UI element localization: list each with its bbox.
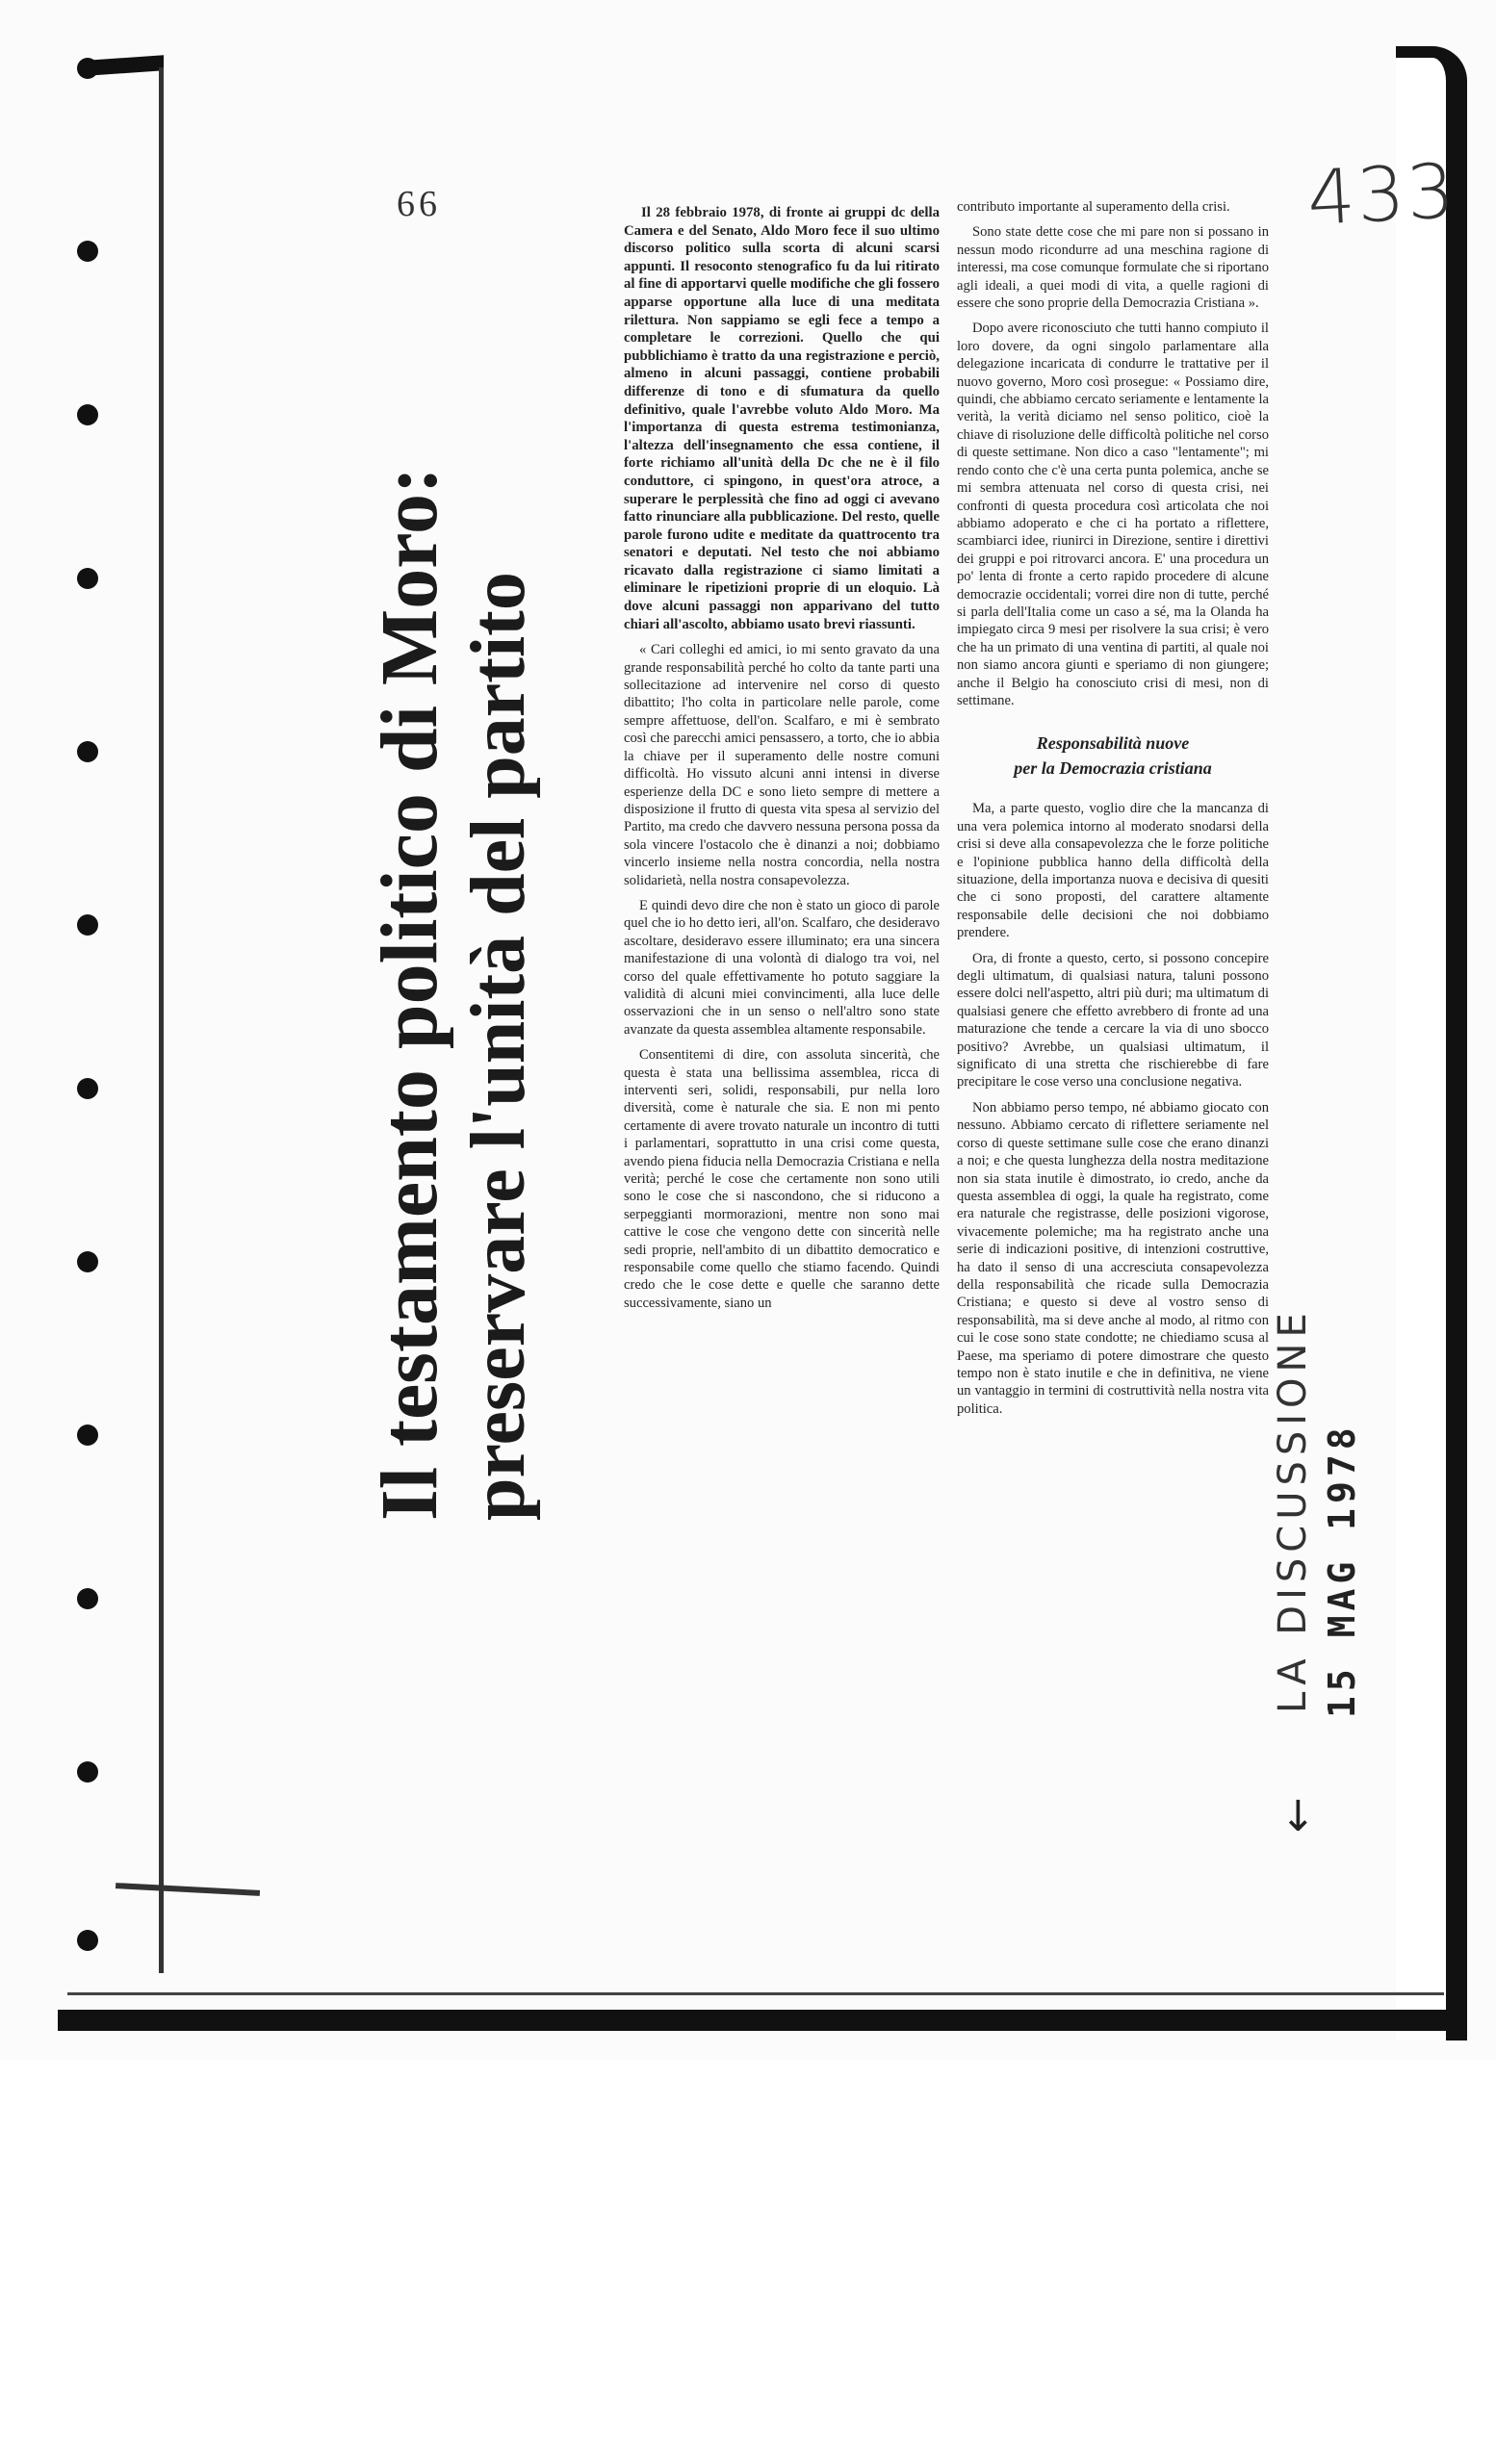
binder-hole [77,1930,98,1951]
date-stamp: 15 MAG 1978 [1321,1423,1363,1718]
arrow-icon: ↓ [1280,1792,1316,1841]
scan-smudge [116,1883,260,1896]
binder-hole [77,741,98,762]
body-paragraph: Consentitemi di dire, con assoluta sincerità, che questa è stata una bellissima assemblea, ricca di interventi seri, solidi, responsabili, pur nella loro diversità, come è naturale che sia. E non mi pento certamente di avere trovato naturale un incontro di tutti i parlamentari, soprattutto in una crisi come questa, avendo piena fiducia nella Democrazia Cristiana e nella verità; perché le cose che certamente non sono utili sono le cose che si nascondono, che si riducono a serpeggianti mormorazioni, mentre non sono mai cattive le cose che vengono dette con sincerità nelle sedi proprie, nell'ambito di un dibattito democratico e responsabile come quello che stiamo facendo. Quindi credo che le cose dette e quelle che saranno dette successivamente, siano un [624,1047,940,1311]
scan-bottom-bar [58,2010,1448,2031]
body-paragraph: Ma, a parte questo, voglio dire che la mancanza di una vera polemica intorno al moderato snodarsi della crisi si deve alla consapevolezza che le forze politiche e l'opinione pubblica hanno della difficoltà della situazione, della importanza nuova e decisiva di quesiti che ci sono proposti, del carattere altamente responsabile delle decisioni che noi dobbiamo prendere. [957,801,1269,941]
bottom-rule [67,1992,1444,1995]
source-stamp: LA DISCUSSIONE [1271,1307,1315,1713]
binder-hole [77,1078,98,1099]
page-number: 66 [397,184,441,224]
article-column-2 [957,198,1269,1425]
binder-hole [77,241,98,262]
binder-hole [77,1761,98,1783]
intro-paragraph: Il 28 febbraio 1978, di fronte ai gruppi dc della Camera e del Senato, Aldo Moro fece il suo ultimo discorso politico sulla scorta di alcuni scarsi appunti. Il resoconto stenografico fu da lui ritirato al fine di apportarvi quelle modifiche che gli fossero apparse opportune alla luce di una meditata rilettura. Non sappiamo se egli fece a tempo a completare le correzioni. Quello che qui pubblichiamo è tratto da una registrazione e perciò, almeno in alcuni passaggi, contiene probabili differenze di tono e di sfumatura da quello definitivo, quale l'avrebbe voluto Aldo Moro. Ma l'importanza di questa estrema testimonianza, l'altezza dell'insegnamento che essa contiene, il forte richiamo all'unità della Dc che ne è il filo conduttore, ci spingono, in quest'ora atroce, a superare le perplessità che fino ad oggi ci avevano fatto rinunciare alla pubblicazione. Del resto, quelle parole furono udite e meditate da quattrocento tra senatori e deputati. Nel testo che noi abbiamo ricavato dalla registrazione ci siamo limitati a eliminare le ripetizioni proprie di un eloquio. Là dove alcuni passaggi non apparivano del tutto chiari all'ascolto, abbiamo usato brevi riassunti. [624,205,940,632]
article-intro [624,204,940,633]
section-subheading [957,731,1269,781]
headline-line-2: preservare l'unità del partito [456,572,541,1521]
body-paragraph: E quindi devo dire che non è stato un gioco di parole quel che io ho detto ieri, all'on. Scalfaro, che desideravo ascoltare, desideravo essere illuminato; era una sincera manifestazione di una volontà di dialogo tra voi, nel corso del quale effettivamente ho potuto saggiare la validità di alcuni miei convincimenti, alla luce delle osservazioni che in un senso o nell'altro sono state avanzate da questa assemblea altamente responsabile. [624,897,940,1038]
body-paragraph: « Cari colleghi ed amici, io mi sento gravato da una grande responsabilità perché ho colto da tante parti una sollecitazione ad intervenire nel corso di questo dibattito; l'ho colta in particolare nelle parole, come sempre affettuose, dell'on. Scalfaro, e mi è sembrato così che parecchi amici pensassero, a torto, che io abbia la chiave per il superamento delle nostre comuni difficoltà. Ho vissuto alcuni anni intensi in diverse esperienze della DC e sono lieto sempre di mettere a disposizione il frutto di questa vita spesa al servizio del Partito, ma credo che davvero nessuna persona possa da sola vincere l'ostacolo che è dinanzi a noi; dobbiamo vincerlo insieme nella nostra concordia, nella nostra solidarietà, nella nostra consapevolezza. [624,642,940,888]
archive-number: 433 [1304,148,1459,243]
binder-hole [77,914,98,936]
binder-hole [77,1588,98,1609]
binder-hole [77,1251,98,1272]
body-paragraph: contributo importante al superamento della crisi. [957,199,1230,215]
subheading-line-1: Responsabilità nuove [1036,733,1190,754]
body-paragraph: Ora, di fronte a questo, certo, si possono concepire degli ultimatum, di qualsiasi natura, taluni possono essere dolci nell'aspetto, altri più duri; ma ultimatum di qualsiasi genere che effetto avrebbero di fronte ad una maturazione che tende a cercare la via di uno sbocco positivo? Avrebbe, un qualsiasi ultimatum, il significato di una stretta che rischierebbe di fare precipitare le cose verso una conclusione negativa. [957,950,1269,1091]
body-paragraph: Sono state dette cose che mi pare non si possano in nessun modo ricondurre ad una meschina ragione di interessi, ma cose comunque formulate che si riportano agli ideali, a quei modi di vita, a quelle ragioni di essere che sono proprie della Democrazia Cristiana ». [957,224,1269,312]
binder-hole [77,1424,98,1446]
page-right-edge [1396,46,1467,2040]
subheading-line-2: per la Democrazia cristiana [1014,758,1212,779]
page-left-edge [159,67,164,1973]
binder-hole [77,568,98,589]
headline-line-1: Il testamento politico di Moro: [365,467,454,1521]
scan-corner-mark [87,55,164,76]
binder-hole [77,58,98,79]
body-paragraph: Dopo avere riconosciuto che tutti hanno compiuto il loro dovere, da ogni singolo parlamentare alla delegazione incaricata di condurre le trattative per il nuovo governo, Moro così prosegue: « Possiamo dire, quindi, che abbiamo cercato seriamente e lentamente la verità, la verità diciamo nel senso politico, cioè la chiave di risoluzione delle difficoltà politiche nel corso di queste settimane. Non dico a caso "lentamente"; mi rendo conto che c'è una certa punta polemica, anche se mi sembra attenuata nel corso di questa crisi, nei confronti di questa procedura così articolata che noi abbiamo adoperato e che ci ha portato a riflettere, scambiarci idee, riunirci in Direzione, sentire i direttivi dei gruppi e poi ritrovarci ancora. E' una procedura un po' lenta di fronte a certo rapido procedere di alcune democrazie occidentali; vorrei dire non di tutte, perché si parla dell'Italia come un caso a sé, ma la Olanda ha impiegato circa 9 mesi per risolvere la sua crisi; è vero che ha un primato di una ventina di partiti, al quale noi non siamo ancora giunti e speriamo di non giungere; anche il Belgio ha conosciuto crisi di mesi, non di settimane. [957,321,1269,708]
headline [366,308,578,1521]
body-paragraph: Non abbiamo perso tempo, né abbiamo giocato con nessuno. Abbiamo cercato di riflettere seriamente nel corso di queste settimane sulle cose che erano dinanzi a noi; e che questa lunghezza della nostra meditazione non sia stata inutile è dimostrato, io credo, anche da questa assemblea di oggi, la quale ha registrato, come era naturale che registrasse, delle posizioni vigorose, vivacemente polemiche; ma ha registrato anche una serie di indicazioni positive, di intenzioni costruttive, ha dato il senso di una accresciuta consapevolezza della responsabilità che ricade sulla Democrazia Cristiana; e questo si deve al vostro senso di responsabilità, ma si deve anche al modo, al ritmo con cui le cose sono state condotte; ne chiediamo scusa al Paese, ma speriamo di potere dimostrare che questo tempo non è stato inutile e che in definitiva, ne viene un vantaggio in termini di costruttività nella nostra vita politica. [957,1099,1269,1417]
binder-hole [77,404,98,425]
article-column-1 [624,204,940,1320]
